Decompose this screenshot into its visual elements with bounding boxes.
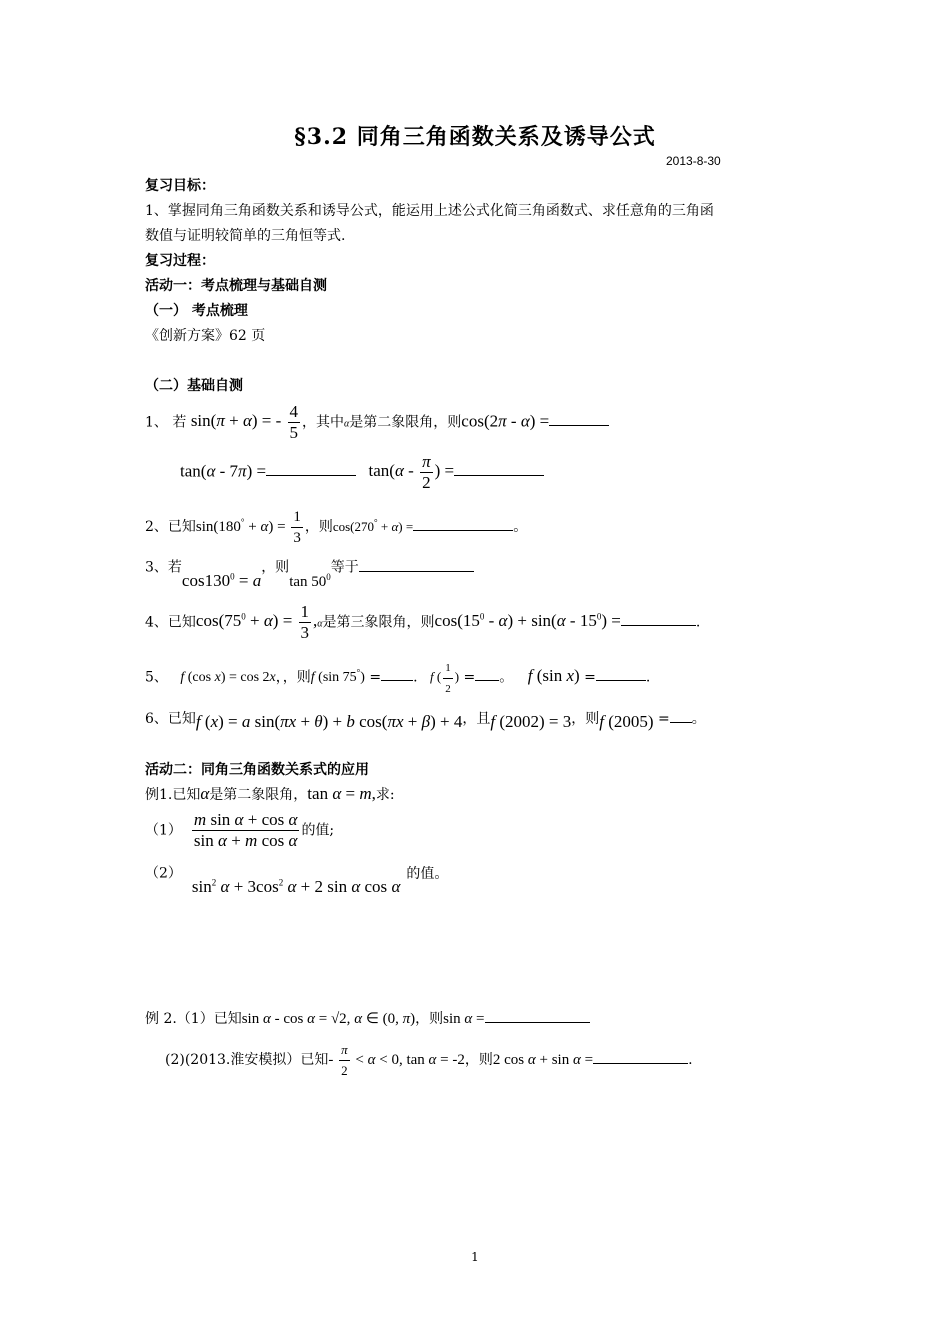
question-4: 4、已知$\cos(75^0 + \alpha)$ = $\frac{1}{3}$ ,α是第三象限角，则$\cos(15^0 - \alpha) + \sin(\alpha - 15^0)$ = . (145, 602, 701, 642)
activity2-heading: 活动二：同角三角函数关系式的应用 (145, 762, 369, 778)
section1-heading: （一） 考点梳理 (145, 303, 248, 319)
example-1-part-2: $(2)\sin^2$ $\alpha + 3\cos^2$ α + 2 sin α cos α的值。 (145, 865, 449, 896)
example-1-part-1: （1） $\frac{\text{m sin α + cos α}}{\text{sin α + m cos α}}$ 的值; (145, 810, 335, 850)
question-2: 2、已知sin(180° + α) = $\frac{1}{3}$ ，则cos(270° + α) = 。 (145, 509, 528, 546)
reference-text: 《创新方案》62 页 (145, 328, 266, 344)
goal-heading: 复习目标： (145, 178, 215, 194)
example-2-part-2: (2)(2013.淮安模拟）已知- $\frac{\pi}{2}$ < α < 0, tan α = -2，则2 cos α + sin α = . (165, 1040, 693, 1081)
activity1-heading: 活动一：考点梳理与基础自测 (145, 278, 327, 294)
goal-text-line2: 数值与证明较简单的三角恒等式. (145, 228, 346, 244)
process-heading: 复习过程： (145, 253, 215, 269)
example-2-part-1: 例 2.（1）已知sin α - cos α = √2, α ∈ (0, π)，则sin α = (145, 1008, 590, 1029)
page-title: §3.2 同角三角函数关系及诱导公式 (294, 124, 656, 150)
example-1: 例1.已知α是第二象限角，tan α = m,求: (145, 784, 395, 803)
page-number: 1 (471, 1250, 479, 1264)
date-label: 2013-8-30 (666, 154, 721, 168)
question-1-line2: tan(α - 7π) = tan(α - $\frac{\pi}{2}$ ) = (180, 452, 544, 493)
question-1: 1、 若 sin(π + α) = - $\frac{4}{5}$ ，其中α是第二象限角，则cos(2π - α) = (145, 402, 609, 443)
question-5: 5、 f (cos x) = cos 2x，，则f (sin 75°) = . f ( $\frac{1}{2}$ ) = 。 f (sin x) = . (145, 658, 650, 699)
question-3: 3、若$\cos 130^0 = a$，则$\tan 50^0$等于 (145, 552, 474, 578)
question-6: 6、已知f (x) = a sin(πx + θ) + b cos(πx + β) + 4，且f (2002) = 3，则f (2005) = 。 (145, 711, 706, 731)
goal-text-line1: 1、掌握同角三角函数关系和诱导公式，能运用上述公式化简三角函数式、求任意角的三角函 (145, 203, 714, 219)
section2-heading: （二）基础自测 (145, 378, 243, 394)
